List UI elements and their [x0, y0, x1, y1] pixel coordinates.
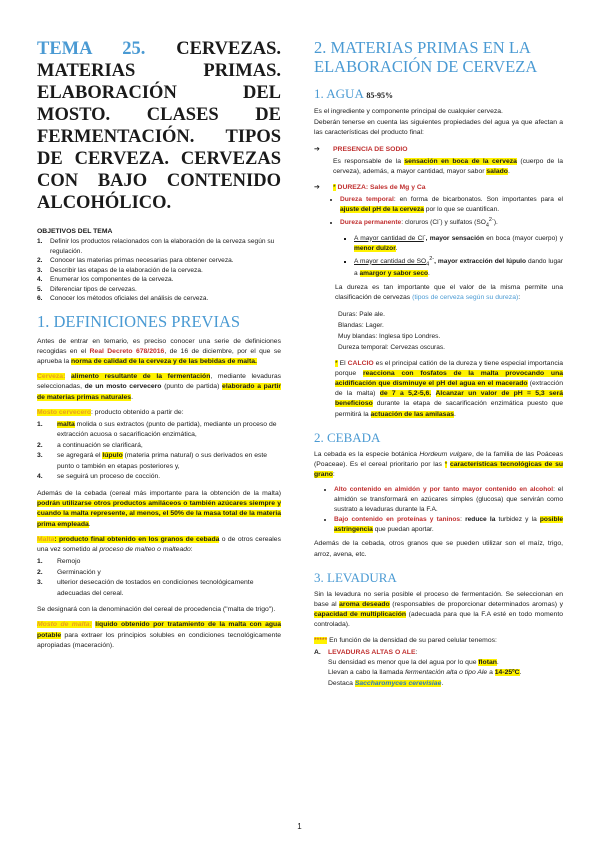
topic-title-text: CERVEZAS. MATERIAS PRIMAS. ELABORACIÓN DEL MOSTO. CLASES DE FERMENTACIÓN. TIPOS DE CERVEZA. CERVEZAS CON BAJO CONTENIDO ALCOHÓLICO.	[37, 39, 281, 213]
levadura-paragraph: Sin la levadura no sería posible el proceso de fermentación. Se seleccionan en base al aroma deseado (responsables de proporcionar determinados aromas) y capacidad de multiplicación (adecuada para que la F.A esté en todo momento controlada).	[314, 590, 563, 629]
beer-types-list	[338, 309, 563, 353]
calcio-paragraph: * El CALCIO es el principal catión de la dureza y tiene especial importancia porque reacciona con fosfatos de la malta provocando una acidificación que disminuye el pH del agua en el macerado (extracción de la malta) de 7 a 5,2-5,6. Alcanzar un valor de pH = 5,3 será beneficioso durante la etapa de sacarificación enzimática puesto que permitirá la actuación de las amilasas.	[335, 359, 564, 418]
levadura-heading: 3. LEVADURA	[314, 569, 397, 585]
cerveza-definition: Cerveza: alimento resultante de la fermentación, mediante levaduras seleccionadas, de un mosto cervecero (punto de partida) elaborado a partir de materias primas naturales.	[37, 373, 282, 401]
beer-type: Dureza temporal: Cervezas oscuras.	[338, 343, 446, 351]
levaduras-altas-heading: A. LEVADURAS ALTAS O ALE:	[314, 648, 418, 656]
mosto-step: 1. malta molida o sus extractos (punto de partida), mediante un proceso de extracción acuosa o sacarificación enzimática,	[37, 420, 277, 439]
mosto-step: 4. se seguirá un proceso de cocción.	[37, 473, 161, 481]
stars-icon: *****	[314, 636, 328, 644]
objective-item: 2. Conocer las materias primas necesarias para obtener cerveza.	[37, 257, 234, 264]
mosto-definition: Mosto cervecero: producto obtenido a partir de:	[37, 408, 184, 416]
dureza-temporal-item: • Dureza temporal: en forma de bicarbonatos. Son importantes para el ajuste del pH de la cerveza por lo que se cuantifican.	[340, 195, 563, 215]
right-column	[314, 38, 563, 689]
section-1-heading: 1. DEFINICIONES PREVIAS	[37, 311, 241, 331]
star-icon: *	[335, 359, 338, 367]
agua-paragraph-2: Deberán tenerse en cuenta las siguientes propiedades del agua ya que afectan a las características del producto final:	[314, 119, 563, 137]
cebada-otros: Además de la cebada, otros granos que se pueden utilizar son el maíz, trigo, arroz, avena, etc.	[314, 540, 563, 558]
objective-item: 1. Definir los productos relacionados con la elaboración de la cerveza según su regulación.	[37, 238, 275, 255]
topic-number: TEMA 25.	[37, 39, 146, 59]
cebada-paragraph: La cebada es la especie botánica Hordeum vulgare, de la familia de las Poáceas (Poaceae). Es el cereal prioritario por las * características tecnológicas de su grano:	[314, 450, 564, 479]
malteo-step: 3. ulterior desecación de tostados en condiciones tecnológicamente adecuadas del cereal.	[37, 579, 254, 597]
dureza-list	[314, 195, 563, 279]
sulfatos-effect: ▪ A mayor cantidad de $SO_4^{2-}$, mayor extracción del lúpulo dando lugar a amargor y sabor seco.	[354, 254, 563, 280]
altas-species: Destaca Saccharomyces cerevisiae.	[328, 679, 444, 687]
dureza-permanente-item: • Dureza permanente: cloruros (Cl-) y sulfatos $(SO_4^{2-})$. ▪ A mayor cantidad de Cl-, mayor sensación en boca (mayor cuerpo) y menor dulzor. ▪ A mayor cantidad de $SO_4^{2-}$, mayor extracción del lúpulo dando lugar a amargor y sabor seco.	[340, 215, 563, 279]
dureza-sublist	[340, 231, 563, 280]
intro-paragraph: Antes de entrar en temario, es preciso conocer una serie de definiciones recogidas en el Real Decreto 678/2016, de 16 de diciembre, por el que se aprueba la norma de calidad de la cerveza y de las bebidas de malta.	[37, 337, 282, 365]
objectives-heading: OBJETIVOS DEL TEMA	[37, 228, 113, 235]
cebada-proteinas-item: • Bajo contenido en proteínas y taninos: reduce la turbidez y la posible astringencia que puedan aportar.	[334, 515, 563, 535]
beer-type: Muy blandas: Inglesa tipo Londres.	[338, 332, 441, 340]
altas-density: Su densidad es menor que la del agua por lo que flotan.	[328, 658, 499, 666]
sodio-item: ➔ PRESENCIA DE SODIO	[314, 145, 408, 153]
dureza-classification: La dureza es tan importante que el valor de la misma permite una clasificación de cervezas (tipos de cerveza según su dureza):	[335, 284, 563, 302]
cebada-almidon-item: • Alto contenido en almidón y por tanto mayor contenido en alcohol: el almidón se transformará en azúcares simples (glucosa) que servirán como sustrato a levaduras durante la F.A.	[334, 485, 563, 515]
cloruros-effect: ▪ A mayor cantidad de Cl-, mayor sensación en boca (mayor cuerpo) y menor dulzor.	[354, 231, 563, 254]
topic-title	[37, 38, 281, 214]
arrow-icon: ➔	[314, 145, 320, 153]
objective-item: 6. Conocer los métodos oficiales del análisis de cerveza.	[37, 295, 209, 302]
star-icon: *	[444, 461, 448, 469]
levaduras-altas-body	[328, 658, 563, 690]
page-number: 1	[297, 822, 302, 831]
malteo-step: 2. Germinación y	[37, 568, 101, 576]
objectives-list	[37, 237, 281, 304]
objective-item: 4. Enumerar los componentes de la cerveza.	[37, 276, 174, 283]
malta-definition: Malta: producto final obtenido en los granos de cebada o de otros cereales una vez sometido al proceso de malteo o malteado:	[37, 535, 281, 553]
cebada-heading: 2. CEBADA	[314, 429, 381, 445]
dureza-item: ➔ * DUREZA: Sales de Mg y Ca	[314, 184, 426, 192]
star-icon: *	[333, 184, 336, 192]
section-2-heading: 2. MATERIAS PRIMAS EN LA ELABORACIÓN DE CERVEZA	[314, 38, 538, 76]
left-column	[37, 38, 281, 656]
cebada-list	[314, 485, 563, 535]
designation-paragraph: Se designará con la denominación del cereal de procedencia ("malta de trigo").	[37, 606, 276, 614]
agua-heading: 1. AGUA 85-95%	[314, 86, 394, 101]
beer-type: Duras: Pale ale.	[338, 310, 385, 318]
mosto-malta-definition: Mosto de malta: líquido obtenido por tratamiento de la malta con agua potable para extraer los principios solubles en condiciones tecnológicamente apropiadas (maceración).	[37, 621, 281, 649]
malta-proportion-paragraph: Además de la cebada (cereal más importante para la obtención de la malta) podrán utilizarse otros productos amiláceos o también azúcares siempre y cuando la malta represente, al menos, el 50% de la masa total de la materia prima empleada.	[37, 489, 281, 528]
agua-paragraph-1: Es el ingrediente y componente principal de cualquier cerveza.	[314, 108, 503, 115]
objective-item: 3. Describir las etapas de la elaboración de la cerveza.	[37, 266, 203, 274]
arrow-icon: ➔	[314, 184, 320, 192]
mosto-steps	[37, 420, 281, 483]
beer-type: Blandas: Lager.	[338, 321, 384, 329]
malteo-steps	[37, 557, 281, 599]
mosto-step: 2. a continuación se clarificará,	[37, 441, 143, 449]
malteo-step: 1. Remojo	[37, 558, 81, 566]
objective-item: 5. Diferenciar tipos de cervezas.	[37, 285, 137, 293]
real-decreto-ref: Real Decreto 678/2016	[89, 347, 165, 355]
levadura-densidad: ***** En función de la densidad de su pared celular tenemos:	[314, 636, 497, 644]
altas-fermentation: Llevan a cabo la llamada fermentación alta o tipo Ale a 14-25ºC.	[328, 669, 522, 677]
sodio-text: Es responsable de la sensación en boca de la cerveza (cuerpo de la cerveza), además, a mayor cantidad, mayor sabor salado.	[333, 157, 563, 175]
mosto-step: 3. se agregará el lúpulo (materia prima natural) o sus derivados en este punto o también en etapas posteriores y,	[37, 452, 268, 470]
